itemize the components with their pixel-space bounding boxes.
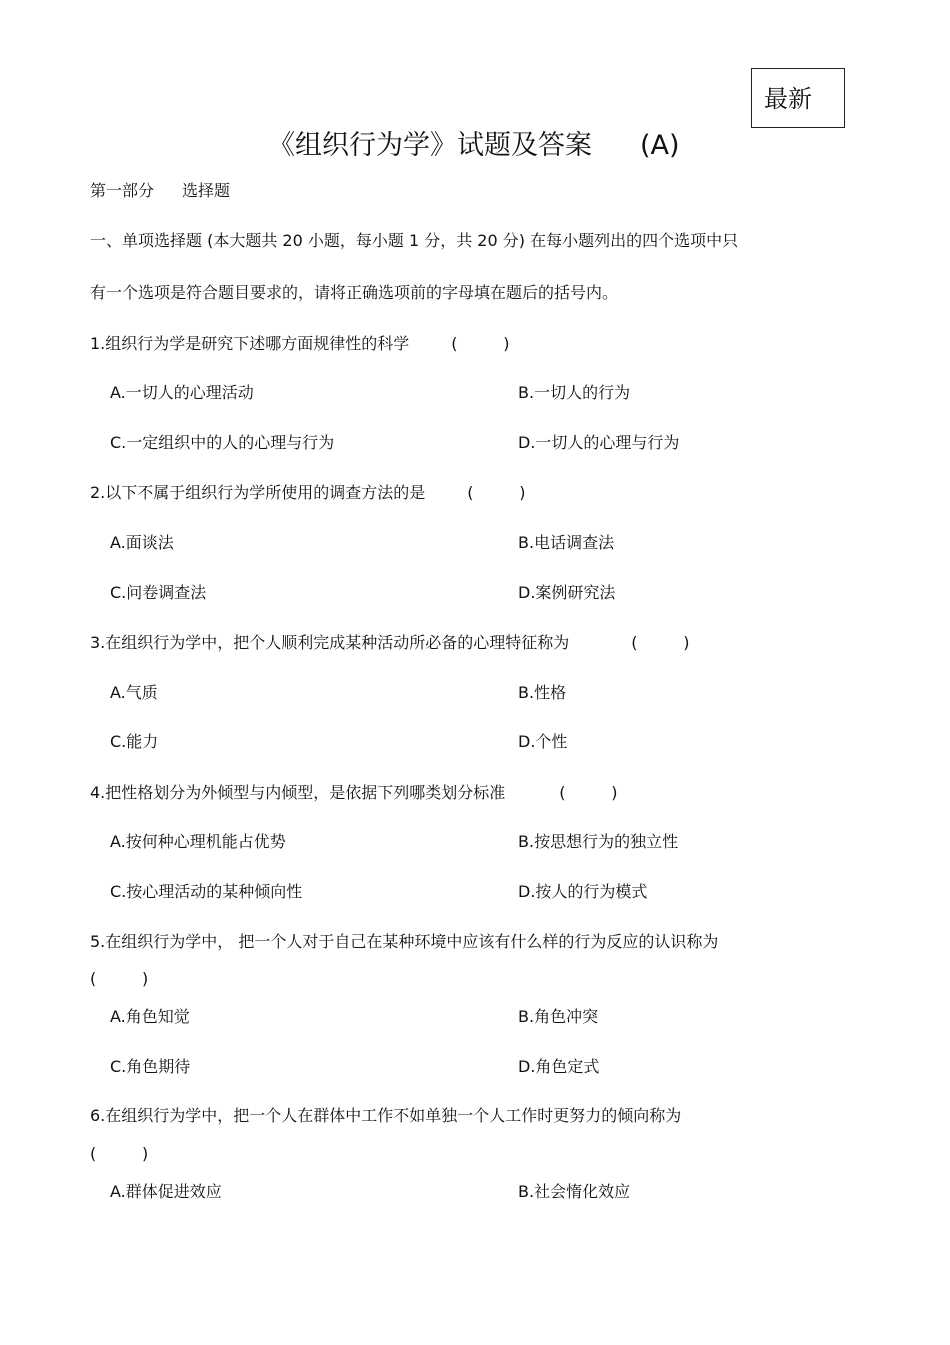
question-5-option-c: C.角色期待	[110, 1057, 191, 1076]
question-6-option-b: B.社会惰化效应	[518, 1182, 631, 1201]
paren-open: (	[90, 969, 97, 988]
question-3-option-d: D.个性	[518, 732, 568, 751]
section-heading	[90, 180, 230, 202]
question-5-option-a: A.角色知觉	[110, 1007, 190, 1026]
answer-blank	[90, 1143, 149, 1165]
question-4-option-d: D.按人的行为模式	[518, 882, 648, 901]
paren-close: )	[503, 334, 510, 353]
answer-blank	[631, 632, 690, 654]
question-4-option-c: C.按心理活动的某种倾向性	[110, 882, 303, 901]
question-4-option-a: A.按何种心理机能占优势	[110, 832, 286, 851]
answer-blank	[451, 333, 510, 355]
paren-close: )	[683, 633, 690, 652]
question-6-stem: 6.在组织行为学中，把一个人在群体中工作不如单独一个人工作时更努力的倾向称为	[90, 1106, 682, 1125]
question-1-option-d: D.一切人的心理与行为	[518, 433, 680, 452]
answer-blank	[467, 482, 526, 504]
question-3-option-a: A.气质	[110, 683, 158, 702]
paren-open: (	[631, 633, 638, 652]
section-part: 第一部分	[90, 181, 155, 200]
title-main: 《组织行为学》试题及答案	[268, 130, 592, 161]
question-stem: 4.把性格划分为外倾型与内倾型，是依据下列哪类划分标准	[90, 783, 506, 802]
question-5-stem: 5.在组织行为学中， 把一个人对于自己在某种环境中应该有什么样的行为反应的认识称为	[90, 932, 719, 951]
answer-blank	[90, 968, 149, 990]
instructions-line-1: 一、单项选择题 (本大题共 20 小题，每小题 1 分，共 20 分) 在每小题列出的四个选项中只	[90, 231, 739, 250]
question-2-option-c: C.问卷调查法	[110, 583, 207, 602]
question-stem: 1.组织行为学是研究下述哪方面规律性的科学	[90, 334, 410, 353]
paren-close: )	[519, 483, 526, 502]
question-2-option-d: D.案例研究法	[518, 583, 616, 602]
paren-close: )	[142, 969, 149, 988]
answer-paren	[90, 1143, 149, 1165]
instructions-line-2: 有一个选项是符合题目要求的，请将正确选项前的字母填在题后的括号内。	[90, 283, 619, 302]
question-1-stem	[90, 333, 510, 355]
question-3-stem	[90, 632, 690, 654]
paren-close: )	[142, 1144, 149, 1163]
question-1-option-b: B.一切人的行为	[518, 383, 631, 402]
question-2-stem	[90, 482, 526, 504]
answer-paren	[90, 968, 149, 990]
question-4-stem	[90, 782, 618, 804]
document-title	[268, 126, 680, 166]
latest-badge: 最新	[751, 68, 845, 128]
paren-open: (	[90, 1144, 97, 1163]
question-5-option-b: B.角色冲突	[518, 1007, 599, 1026]
question-stem: 2.以下不属于组织行为学所使用的调查方法的是	[90, 483, 426, 502]
paren-open: (	[451, 334, 458, 353]
title-suffix: (A)	[640, 130, 680, 161]
question-4-option-b: B.按思想行为的独立性	[518, 832, 679, 851]
question-5-option-d: D.角色定式	[518, 1057, 600, 1076]
question-3-option-b: B.性格	[518, 683, 567, 702]
answer-blank	[559, 782, 618, 804]
question-stem: 3.在组织行为学中，把个人顺利完成某种活动所必备的心理特征称为	[90, 633, 570, 652]
paren-close: )	[611, 783, 618, 802]
section-name: 选择题	[182, 181, 231, 200]
question-6-option-a: A.群体促进效应	[110, 1182, 222, 1201]
paren-open: (	[467, 483, 474, 502]
question-2-option-a: A.面谈法	[110, 533, 174, 552]
question-1-option-c: C.一定组织中的人的心理与行为	[110, 433, 335, 452]
paren-open: (	[559, 783, 566, 802]
question-2-option-b: B.电话调查法	[518, 533, 615, 552]
question-1-option-a: A.一切人的心理活动	[110, 383, 254, 402]
question-3-option-c: C.能力	[110, 732, 159, 751]
